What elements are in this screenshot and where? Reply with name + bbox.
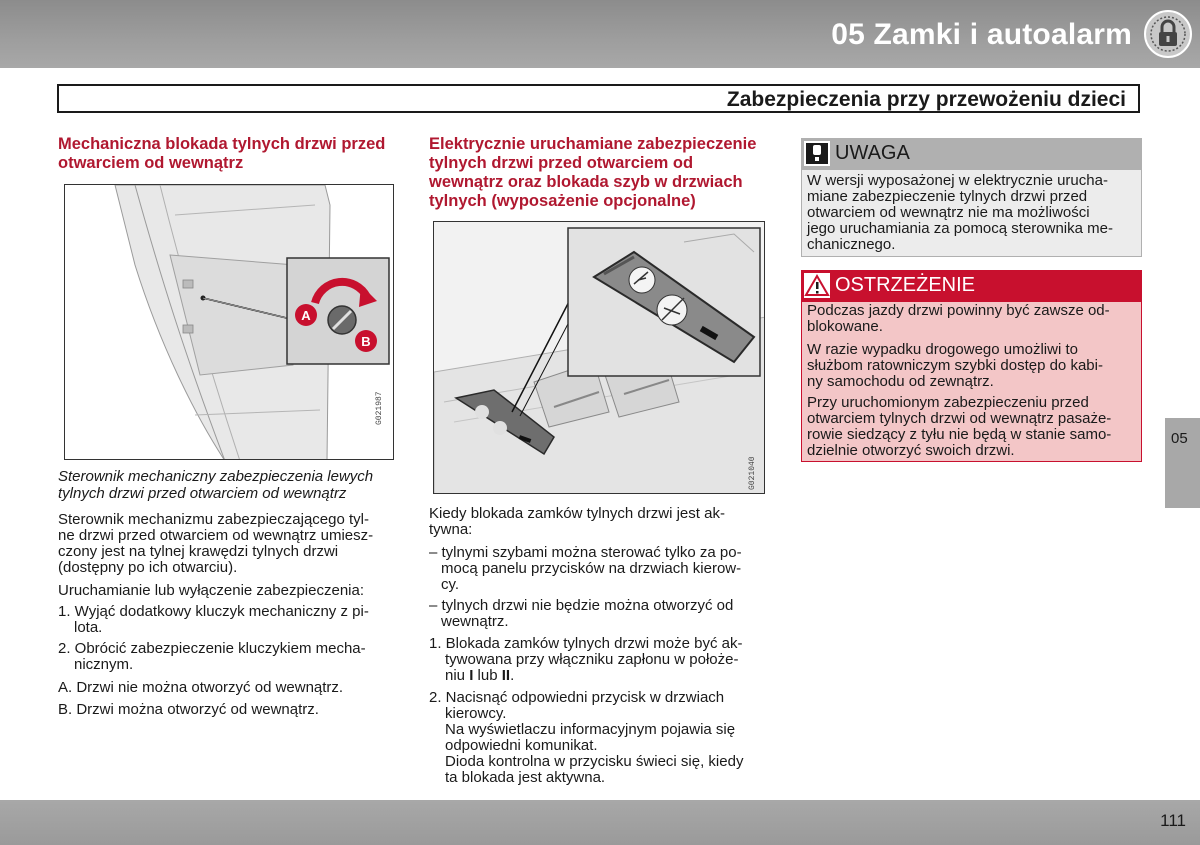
middle-heading-line: tylnych drzwi przed otwarciem od [429,154,694,172]
caption-line: tylnych drzwi przed otwarciem od wewnątrz [58,484,347,502]
text-line: tywna: [429,521,473,538]
text-line: ny samochodu od zewnątrz. [807,373,994,390]
ignition-position-2: II [501,667,511,684]
lock-chapter-icon [1142,8,1194,60]
warning-header [801,270,1142,301]
text-line: 1. Blokada zamków tylnych drzwi może być ak- [429,635,743,652]
electric-lock-figure [433,221,765,494]
text-line: miane zabezpieczenie tylnych drzwi przed [807,188,1088,205]
text-line: (dostępny po ich otwarciu). [58,559,238,576]
text-line: W razie wypadku drogowego umożliwi to [807,341,1078,358]
text-span: . [510,667,515,684]
text-line: służbom ratowniczym szybki dostęp do kabi- [807,357,1103,374]
text-line: rowie siedzący z tyłu nie będą w stanie samo- [807,426,1112,443]
text-line: kierowcy. [445,705,507,722]
text-line: wewnątrz. [441,613,509,630]
text-line: jego uruchamiania za pomocą sterownika me- [807,220,1113,237]
text-line: 2. Obrócić zabezpieczenie kluczykiem mecha- [58,640,366,657]
warning-triangle-icon [804,273,830,298]
text-line: Podczas jazdy drzwi powinny być zawsze od- [807,302,1110,319]
middle-heading [429,135,779,211]
note-label: UWAGA [835,142,910,164]
door-panel-illustration [434,222,765,494]
text-span: lub [473,667,502,684]
left-figure-caption [58,469,403,502]
text-line: nicznym. [74,656,134,673]
middle-heading-line: Elektrycznie uruchamiane zabezpieczenie [429,135,757,153]
left-step-2 [58,641,403,673]
middle-intro [429,506,774,538]
left-heading [58,135,408,173]
text-line: – tylnymi szybami można sterować tylko za po- [429,544,742,561]
text-line: mocą panelu przycisków na drzwiach kierow- [441,560,742,577]
left-step-1 [58,604,403,636]
footer-bar [0,800,1200,845]
text-span: niu [445,667,470,684]
text-line: cy. [441,576,460,593]
figure-code: G021040 [748,456,757,490]
text-line: Na wyświetlaczu informacyjnym pojawia się [445,721,736,738]
text-line [429,668,774,684]
text-line: tywowana przy włączniku zapłonu w położe- [445,651,739,668]
figure-code: G021987 [375,391,384,425]
note-body [801,169,1142,257]
middle-dash-1 [429,545,774,593]
note-text [807,173,1113,253]
left-heading-line: Mechaniczna blokada tylnych drzwi przed [58,135,386,153]
left-item-b: B. Drzwi można otworzyć od wewnątrz. [58,701,319,718]
warning-para-1 [807,303,1110,335]
door-edge-illustration [65,185,394,460]
text-line: Kiedy blokada zamków tylnych drzwi jest ak- [429,505,725,522]
side-tab-label: 05 [1171,430,1188,447]
middle-dash-2 [429,598,774,630]
text-line: otwarciem tylnych drzwi od wewnątrz pasaże- [807,410,1112,427]
text-line: lota. [74,619,103,636]
text-line: ne drzwi przed otwarciem od wewnątrz umiesz- [58,527,374,544]
text-line: Przy uruchomionym zabezpieczeniu przed [807,394,1089,411]
label-b-marker: B [361,334,371,349]
ignition-position-1: I [469,667,474,684]
chapter-title: 05 Zamki i autoalarm [831,18,1132,51]
text-line: dzielnie otworzyć swoich drzwi. [807,442,1015,459]
text-line: – tylnych drzwi nie będzie można otworzyć od [429,597,734,614]
middle-heading-line: wewnątrz oraz blokada szyb w drzwiach [429,173,743,191]
text-line: otwarciem od wewnątrz nie ma możliwości [807,204,1090,221]
warning-para-3 [807,395,1111,459]
mechanical-lock-figure [64,184,394,460]
page-number: 111 [1160,811,1186,830]
warning-label: OSTRZEŻENIE [835,274,976,296]
note-header [801,138,1142,169]
text-line: 1. Wyjąć dodatkowy kluczyk mechaniczny z pi- [58,603,369,620]
text-line: W wersji wyposażonej w elektrycznie urucha- [807,172,1108,189]
left-heading-line: otwarciem od wewnątrz [58,154,244,172]
text-line: Sterownik mechanizmu zabezpieczającego tyl- [58,511,369,528]
left-para-2: Uruchamianie lub wyłączenie zabezpieczenia: [58,582,364,599]
middle-heading-line: tylnych (wyposażenie opcjonalne) [429,192,696,210]
text-line: 2. Nacisnąć odpowiedni przycisk w drzwiach [429,689,725,706]
left-para-1 [58,512,403,576]
text-line: czony jest na tylnej krawędzi tylnych drzwi [58,543,339,560]
header-bar [0,0,1200,68]
warning-body [801,301,1142,462]
text-line: blokowane. [807,318,883,335]
caption-line: Sterownik mechaniczny zabezpieczenia lewych [58,468,374,485]
label-a-marker: A [301,308,311,323]
left-item-a: A. Drzwi nie można otworzyć od wewnątrz. [58,679,344,696]
text-line: chanicznego. [807,236,896,253]
middle-step-1 [429,636,774,684]
text-line: odpowiedni komunikat. [445,737,598,754]
note-icon [804,141,830,166]
warning-para-2 [807,342,1103,390]
text-line: ta blokada jest aktywna. [445,769,606,786]
section-title-box [57,84,1140,113]
text-line: Dioda kontrolna w przycisku świeci się, kiedy [445,753,744,770]
middle-step-2 [429,690,774,786]
section-title: Zabezpieczenia przy przewożeniu dzieci [726,88,1126,111]
chapter-side-tab [1165,418,1200,508]
